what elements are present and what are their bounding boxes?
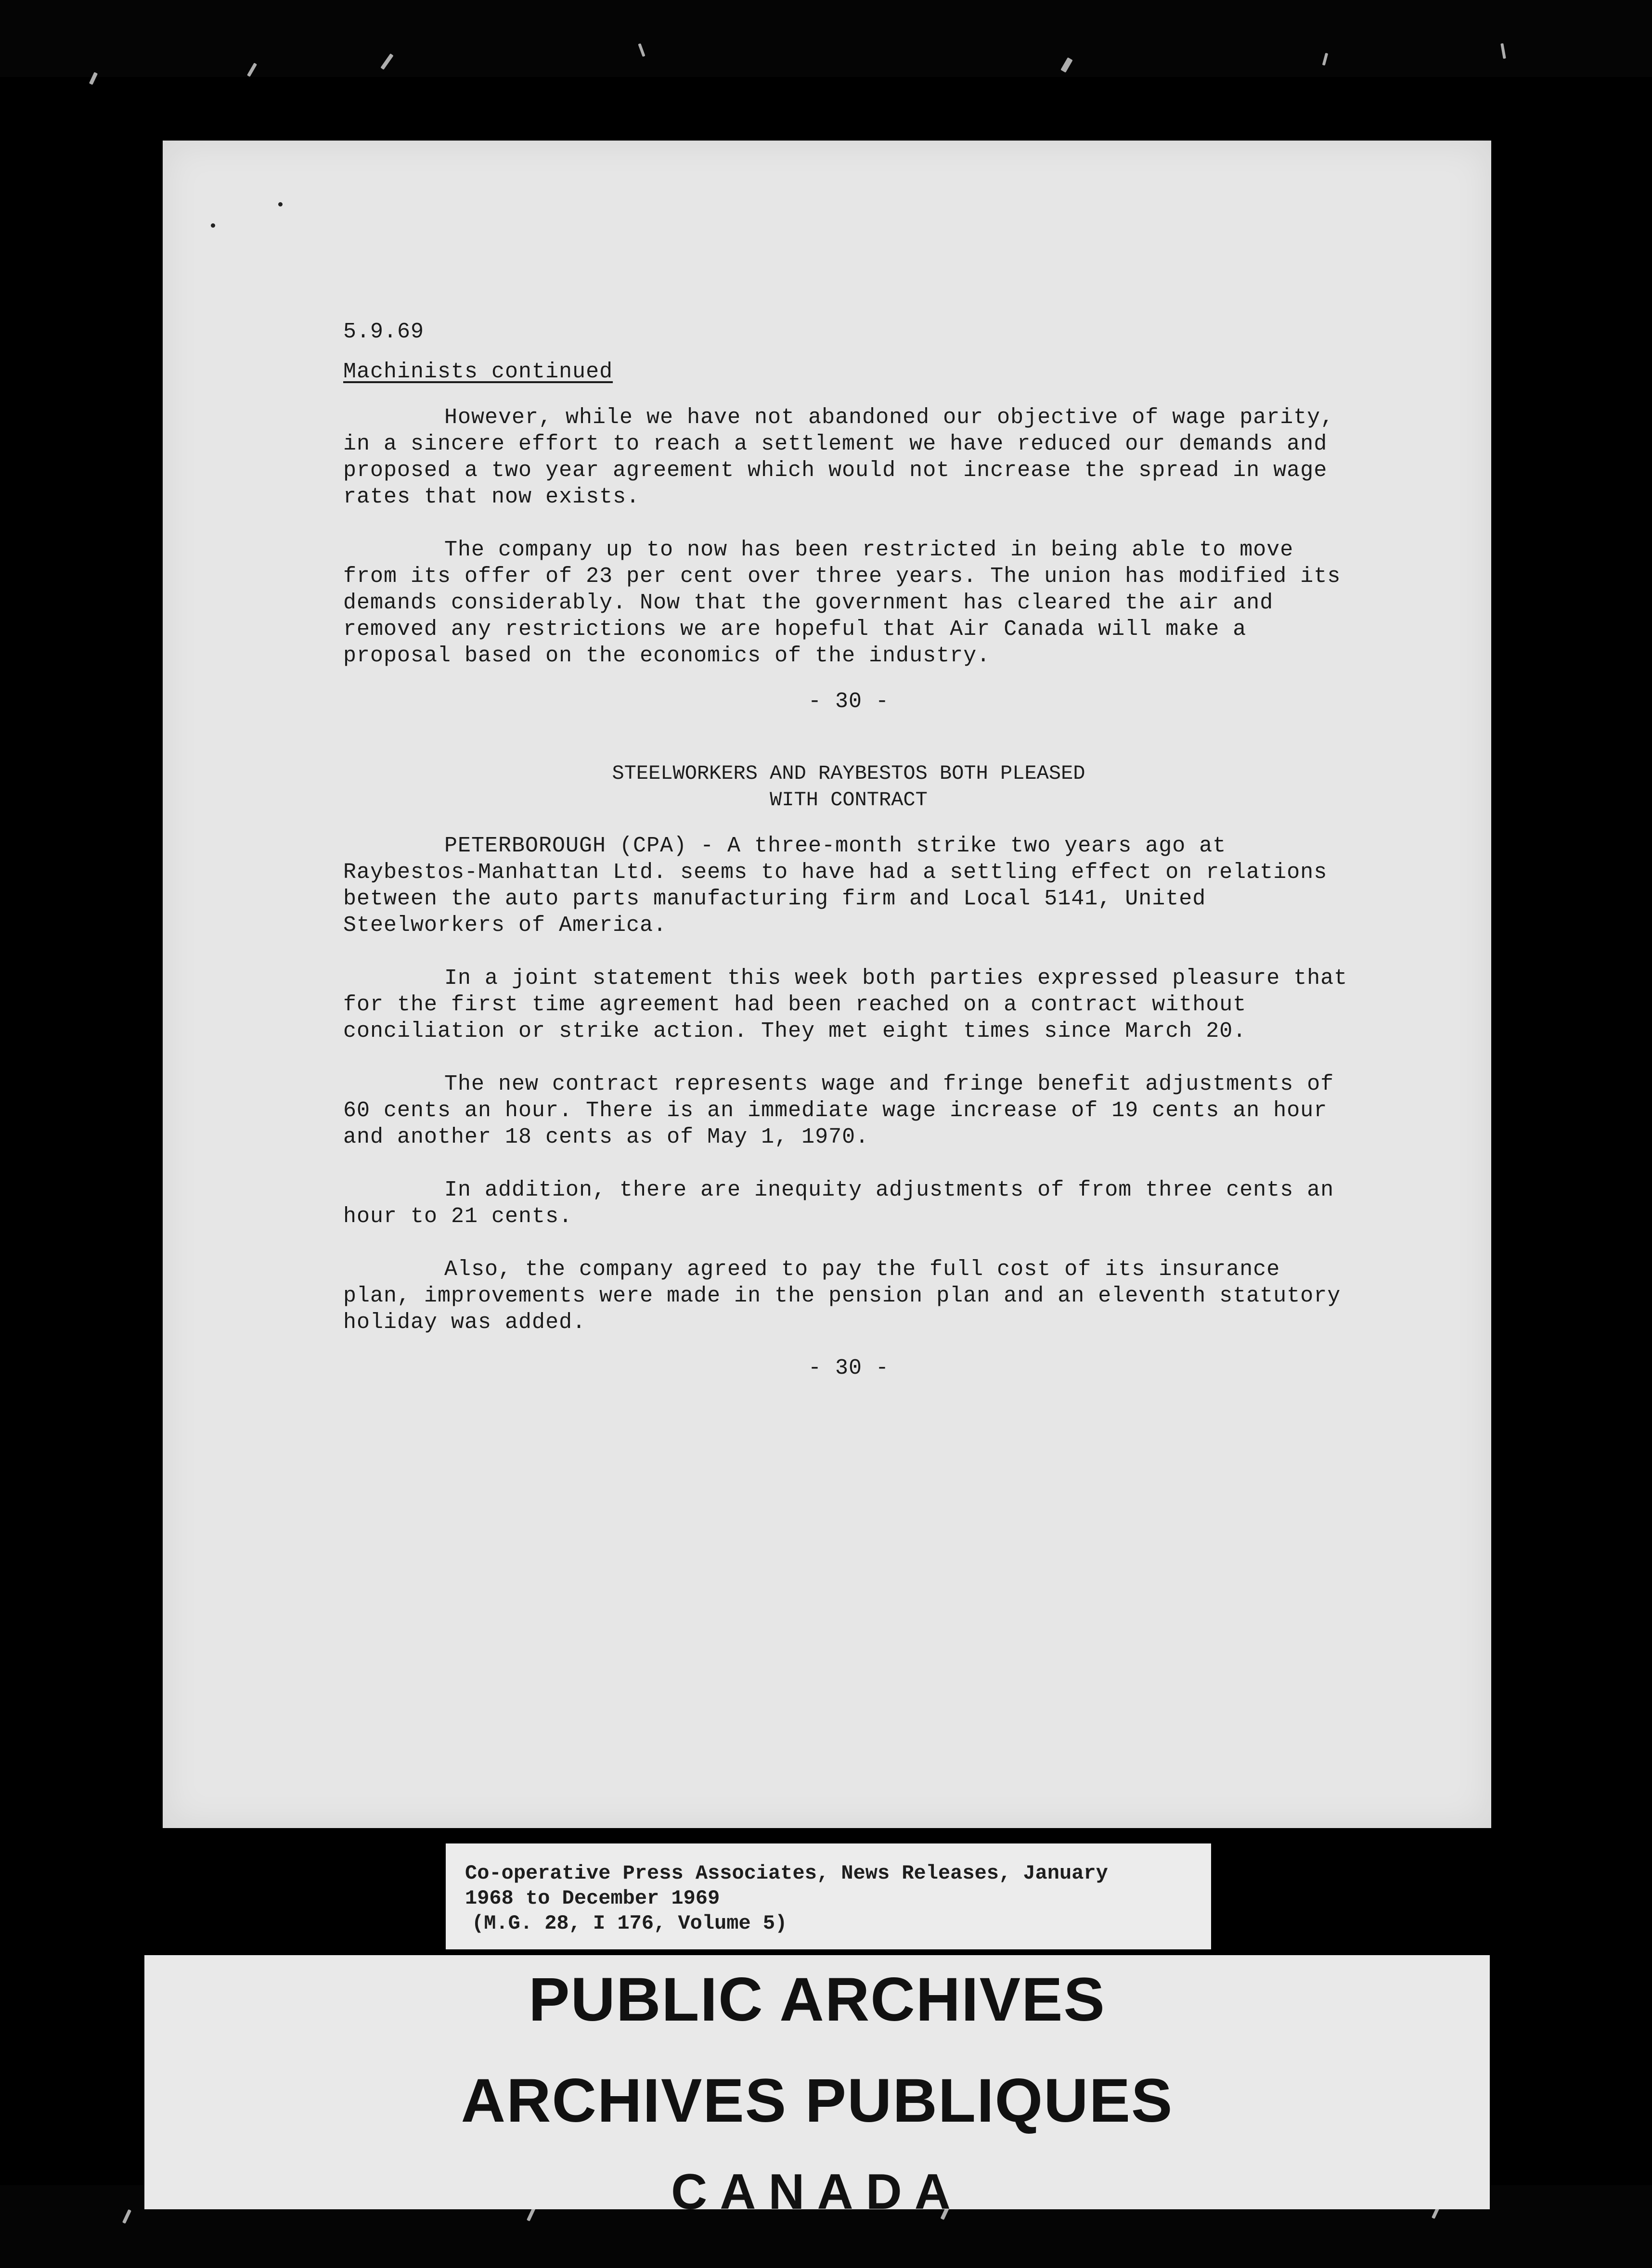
archives-banner (144, 1955, 1490, 2220)
citation-line: (M.G. 28, I 176, Volume 5) (472, 1912, 787, 1935)
paragraph: In a joint statement this week both parties expressed pleasure that for the first time agreement had been reached on a contract without conciliation or strike action. They met eight times since March 20. (343, 966, 1348, 1044)
paragraph: PETERBOROUGH (CPA) - A three-month strike two years ago at Raybestos-Manhattan Ltd. seems to have had a settling effect on relations between the auto parts manufacturing firm and Local 5141, United Steelworkers of America. (343, 834, 1328, 938)
citation-line: 1968 to December 1969 (465, 1887, 720, 1910)
page-number: - 30 - (808, 689, 890, 714)
dateline: 5.9.69 (343, 320, 425, 344)
speck (278, 202, 283, 206)
section-heading: Machinists continued (343, 360, 613, 384)
banner-line-english: PUBLIC ARCHIVES (529, 1965, 1106, 2034)
speck (211, 223, 215, 228)
film-edge-top (0, 0, 1652, 77)
paragraph: In addition, there are inequity adjustments of from three cents an hour to 21 cents. (343, 1178, 1334, 1229)
headline-line: WITH CONTRACT (770, 788, 928, 812)
document-page (163, 141, 1491, 1828)
document-content (343, 319, 1354, 1427)
paragraph: Also, the company agreed to pay the full cost of its insurance plan, improvements were made in the pension plan and an eleventh statutory holiday was added. (343, 1257, 1341, 1335)
banner-line-country: CANADA (671, 2164, 963, 2220)
banner-line-french: ARCHIVES PUBLIQUES (461, 2066, 1174, 2135)
page-number: - 30 - (808, 1356, 890, 1380)
article-headline (343, 760, 1354, 813)
paragraph: The company up to now has been restricted in being able to move from its offer of 23 per cent over three years. The union has modified its demands considerably. Now that the government has cleared the air and removed any restrictions we are hopeful that Air Canada will make a proposal based on the economics of the industry. (343, 538, 1341, 668)
archival-citation-label (446, 1843, 1211, 1949)
citation-line: Co-operative Press Associates, News Releases, January (465, 1862, 1108, 1885)
paragraph: However, while we have not abandoned our objective of wage parity, in a sincere effort to reach a settlement we have reduced our demands and proposed a two year agreement which would not increase the spread in wage rates that now exists. (343, 405, 1334, 509)
paragraph: The new contract represents wage and fringe benefit adjustments of 60 cents an hour. There is an immediate wage increase of 19 cents an hour and another 18 cents as of May 1, 1970. (343, 1072, 1334, 1149)
headline-line: STEELWORKERS AND RAYBESTOS BOTH PLEASED (612, 762, 1085, 785)
